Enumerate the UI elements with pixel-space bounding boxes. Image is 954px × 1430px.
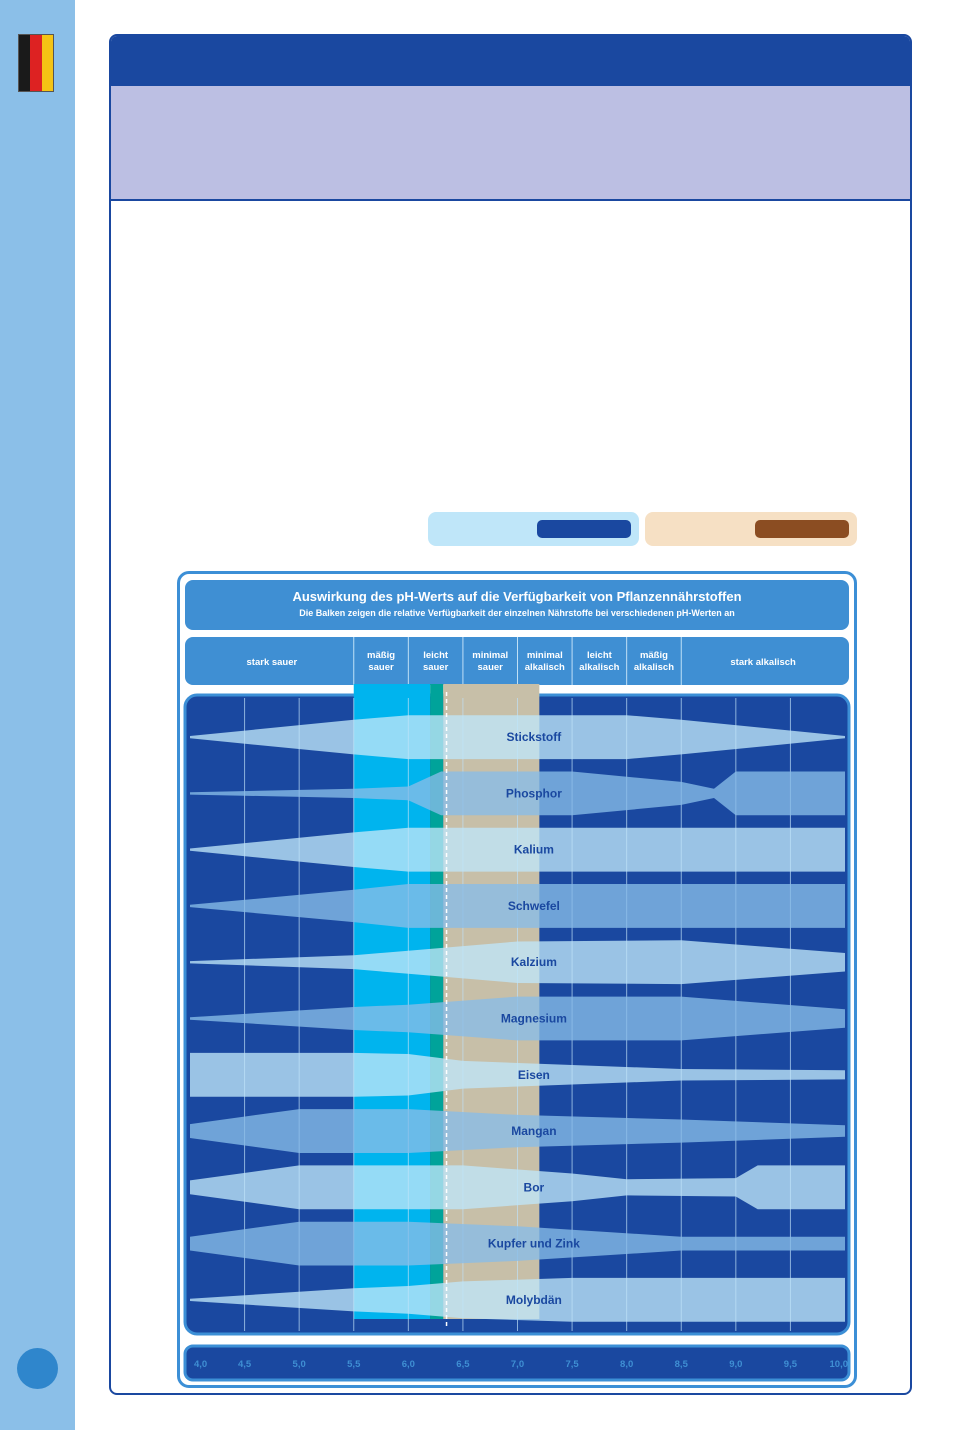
card-header-bar	[111, 36, 910, 86]
x-tick-label: 5,5	[347, 1359, 361, 1370]
zone-label-4: minimal alkalisch	[524, 650, 565, 673]
card-subheader-band	[111, 86, 910, 201]
zone-label-5: leicht alkalisch	[579, 650, 620, 673]
x-tick-label: 5,0	[292, 1359, 306, 1370]
series-label-7: Mangan	[511, 1124, 557, 1139]
series-label-0: Stickstoff	[506, 730, 562, 745]
zone-label-0: stark sauer	[246, 657, 298, 668]
x-tick-label: 4,0	[194, 1359, 208, 1370]
series-label-4: Kalzium	[510, 955, 557, 970]
x-tick-label: 8,0	[620, 1359, 634, 1370]
series-label-9: Kupfer und Zink	[487, 1236, 580, 1251]
legend-swatch-blue	[537, 520, 631, 538]
legend-pill-blue	[428, 512, 639, 546]
x-tick-label: 10,0	[829, 1359, 848, 1370]
series-label-5: Magnesium	[500, 1011, 567, 1026]
chart-title-panel	[185, 580, 849, 630]
germany-flag-icon	[18, 34, 54, 92]
x-tick-label: 6,0	[401, 1359, 415, 1370]
series-label-1: Phosphor	[505, 786, 562, 801]
ph-nutrient-chart	[180, 574, 854, 1385]
series-label-10: Molybdän	[505, 1292, 562, 1307]
page-number-dot	[17, 1348, 58, 1389]
zone-label-2: leicht sauer	[422, 650, 449, 673]
legend-pill-tan	[645, 512, 857, 546]
side-strip	[0, 0, 75, 1430]
zone-label-3: minimal sauer	[472, 650, 509, 673]
x-tick-label: 6,5	[456, 1359, 470, 1370]
series-band-bor	[190, 1165, 845, 1209]
zone-label-1: mäßig sauer	[367, 650, 396, 673]
x-tick-label: 9,0	[729, 1359, 743, 1370]
x-tick-label: 9,5	[783, 1359, 798, 1370]
zone-label-6: mäßig alkalisch	[633, 650, 675, 673]
series-label-8: Bor	[523, 1180, 545, 1195]
x-tick-label: 7,0	[510, 1359, 525, 1370]
series-label-3: Schwefel	[507, 898, 560, 913]
x-tick-label: 7,5	[565, 1359, 579, 1370]
chart-subtitle: Die Balken zeigen die relative Verfügbarkeit der einzelnen Nährstoffe bei verschiedenen pH-Werten an	[299, 608, 735, 618]
x-tick-label: 4,5	[237, 1359, 252, 1370]
zone-label-7: stark alkalisch	[730, 657, 796, 668]
series-label-6: Eisen	[517, 1067, 550, 1082]
ph-chart-frame	[177, 571, 857, 1388]
legend-swatch-tan	[755, 520, 849, 538]
chart-title: Auswirkung des pH-Werts auf die Verfügbarkeit von Pflanzennährstoffen	[292, 589, 742, 604]
x-tick-label: 8,5	[674, 1359, 688, 1370]
series-label-2: Kalium	[513, 842, 554, 857]
